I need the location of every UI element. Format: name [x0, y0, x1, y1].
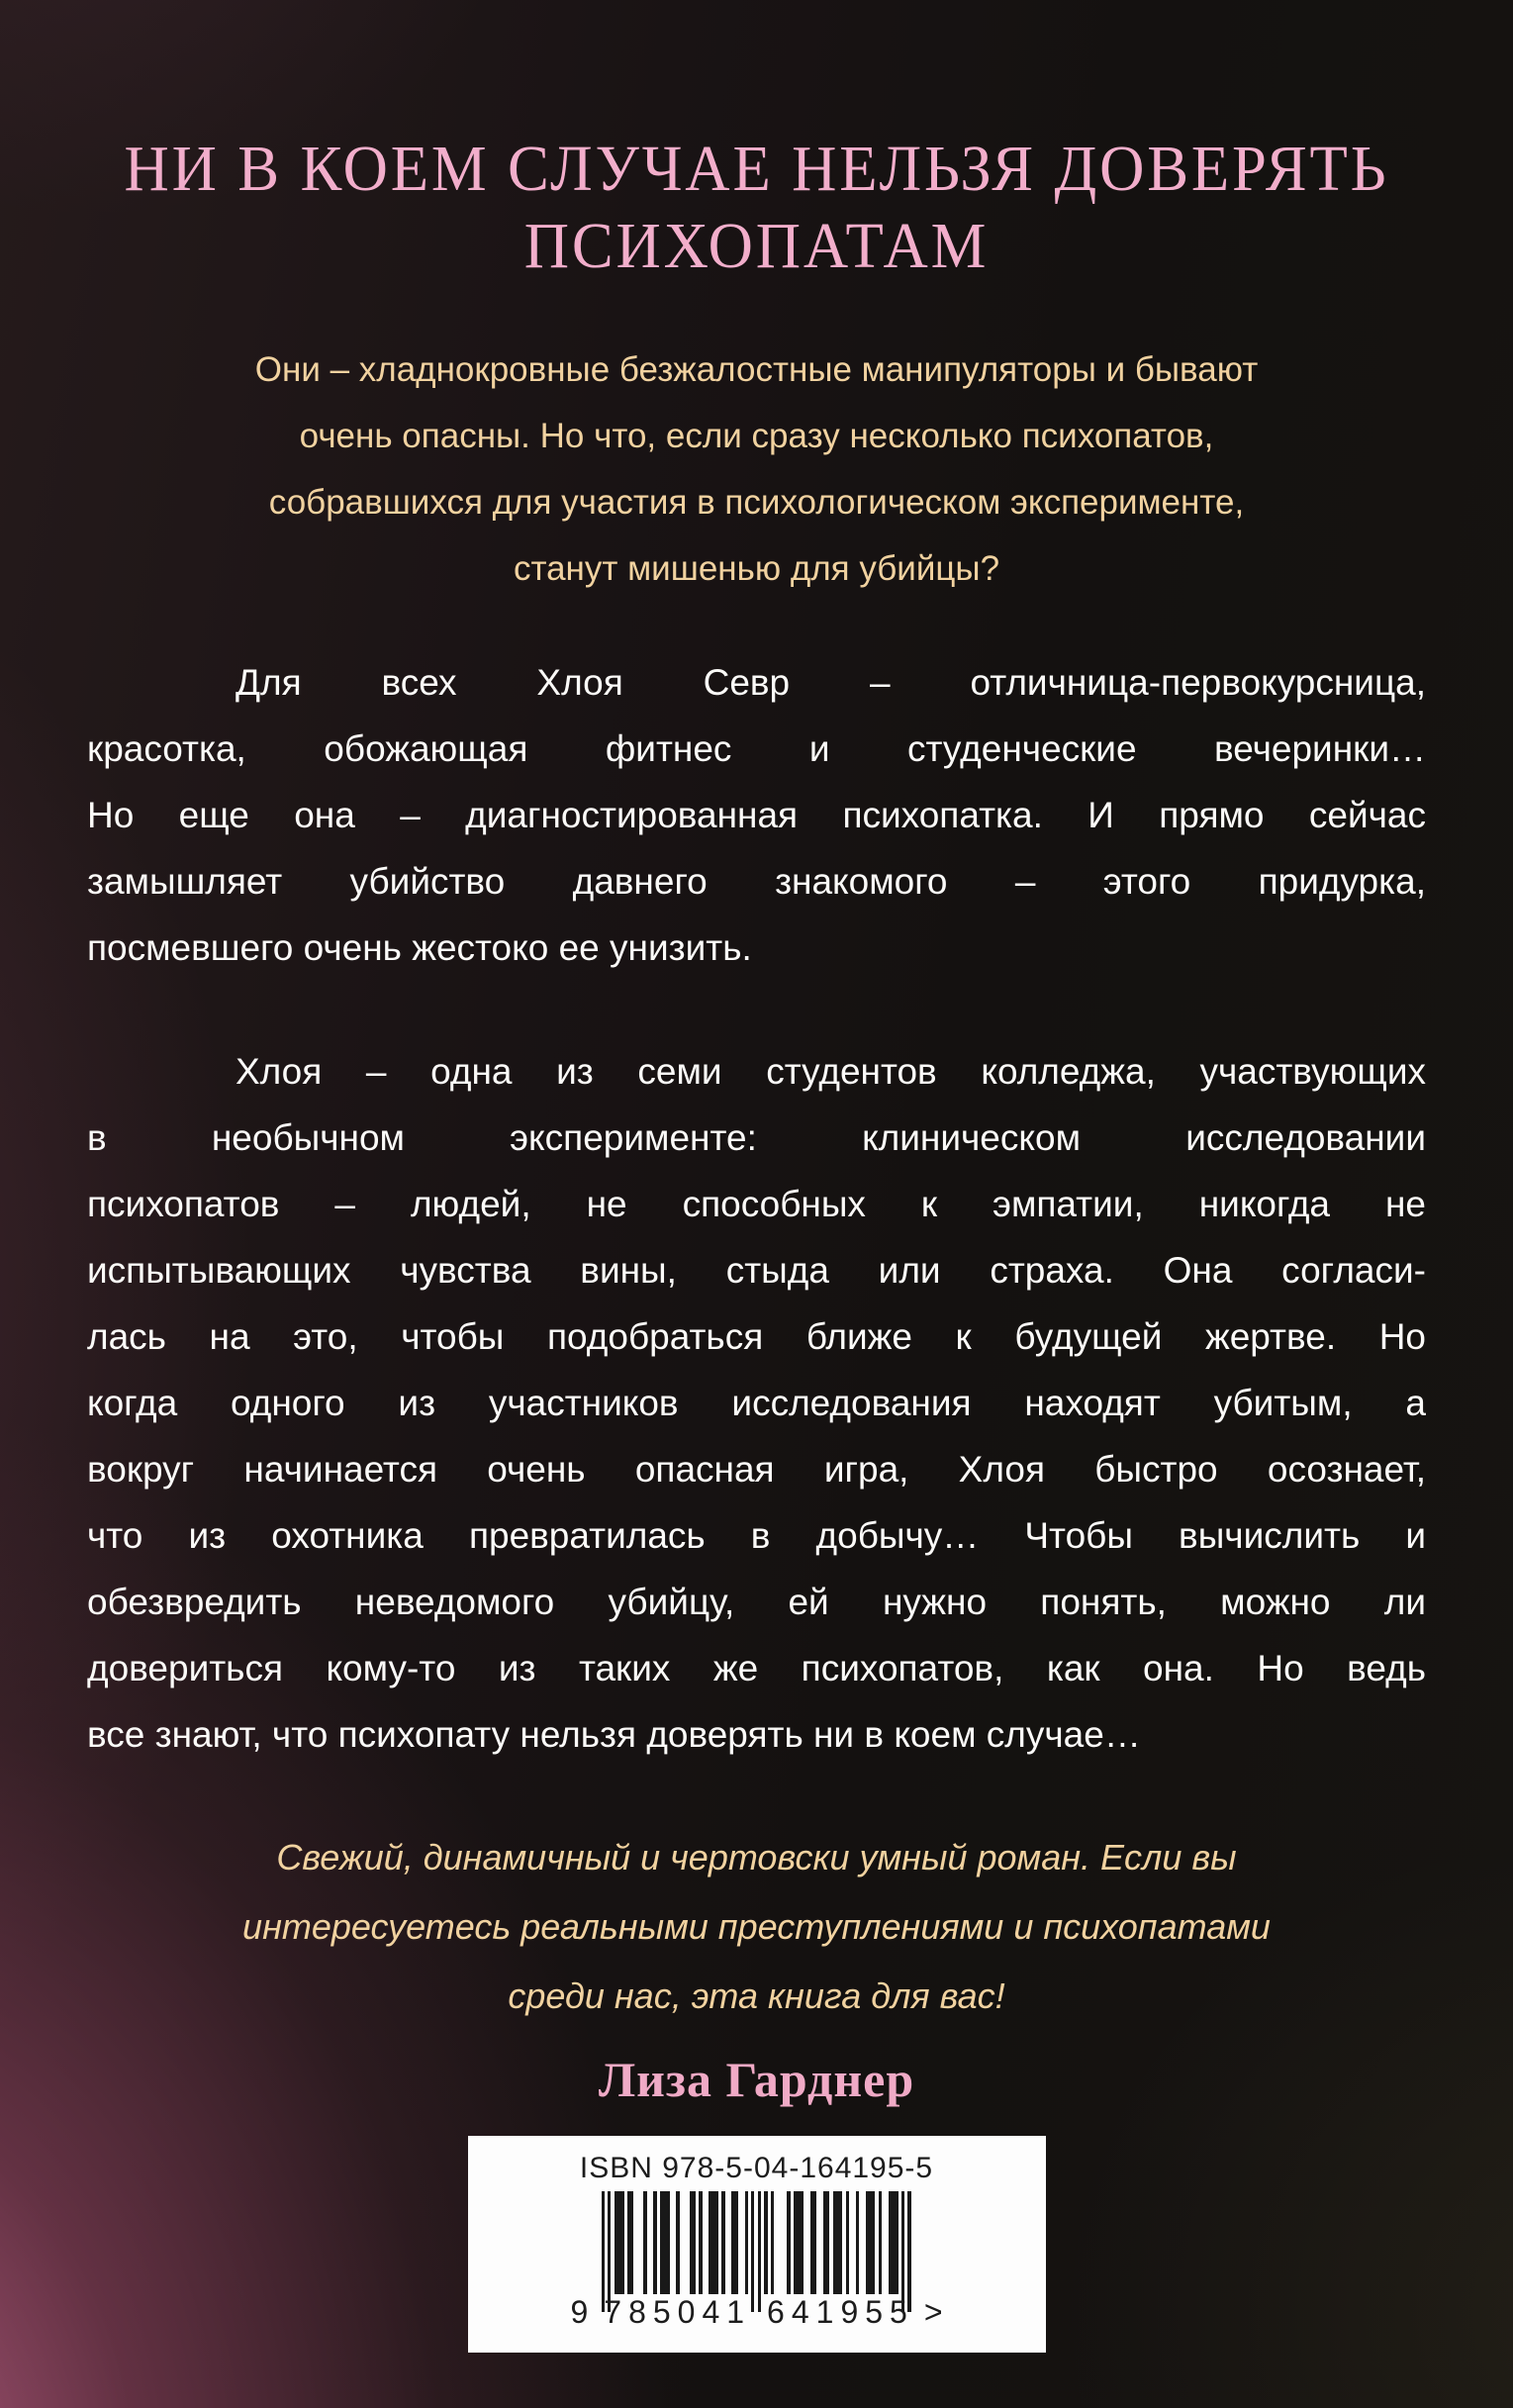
- barcode-left-group: 785041: [604, 2294, 752, 2330]
- text-line: ПСИХОПАТАМ: [523, 210, 990, 282]
- text-line: собравшихся для участия в психологическом эксперименте,: [268, 483, 1245, 522]
- text-line: вокруг начинается очень опасная игра, Хлоя быстро осознает,: [87, 1449, 1426, 1490]
- text-line: Но еще она – диагностированная психопатка. И прямо сейчас: [87, 795, 1426, 835]
- text-line: что из охотника превратилась в добычу… Чтобы вычислить и: [87, 1515, 1426, 1556]
- text-line: среди нас, эта книга для вас!: [508, 1975, 1005, 2016]
- isbn-label: ISBN 978-5-04-164195-5: [579, 2152, 934, 2184]
- text-line: очень опасны. Но что, если сразу несколько психопатов,: [299, 417, 1214, 455]
- text-line: в необычном эксперименте: клиническом исследовании: [87, 1117, 1426, 1158]
- text-line: испытывающих чувства вины, стыда или страха. Она согласи-: [87, 1250, 1426, 1291]
- text-line: Они – хладнокровные безжалостные манипуляторы и бывают: [254, 350, 1259, 389]
- text-line: интересуетесь реальными преступлениями и психопатами: [242, 1906, 1271, 1947]
- review-author: Лиза Гарднер: [598, 2052, 915, 2107]
- text-line: психопатов – людей, не способных к эмпатии, никогда не: [87, 1184, 1426, 1224]
- text-line: когда одного из участников исследования находят убитым, а: [87, 1383, 1426, 1423]
- text-line: НИ В КОЕМ СЛУЧАЕ НЕЛЬЗЯ ДОВЕРЯТЬ: [124, 133, 1389, 205]
- text-line: лась на это, чтобы подобраться ближе к будущей жертве. Но: [87, 1316, 1426, 1357]
- text-line: Хлоя – одна из семи студентов колледжа, участвующих: [236, 1051, 1426, 1092]
- synopsis-paragraph-1: [87, 649, 1426, 981]
- text-line: Свежий, динамичный и чертовски умный роман. Если вы: [276, 1837, 1237, 1878]
- review-quote: [87, 1823, 1426, 2031]
- text-line: довериться кому-то из таких же психопатов, как она. Но ведь: [87, 1648, 1426, 1688]
- text-line: посмевшего очень жестоко ее унизить.: [87, 927, 752, 968]
- text-line: красотка, обожающая фитнес и студенческие вечеринки…: [87, 728, 1426, 769]
- barcode-quiet-zone-arrow: >: [923, 2294, 943, 2330]
- tagline-title: [83, 131, 1430, 285]
- barcode-digits: [468, 2294, 1046, 2330]
- synopsis-paragraph-2: [87, 1038, 1426, 1768]
- text-line: замышляет убийство давнего знакомого – этого придурка,: [87, 861, 1426, 902]
- text-line: станут мишенью для убийцы?: [513, 549, 1000, 588]
- text-line: Для всех Хлоя Севр – отличница-первокурсница,: [236, 662, 1426, 703]
- text-line: обезвредить неведомого убийцу, ей нужно понять, можно ли: [87, 1582, 1426, 1622]
- barcode-right-group: 641955: [767, 2294, 914, 2330]
- intro-paragraph: [87, 337, 1426, 602]
- text-line: все знают, что психопату нельзя доверять ни в коем случае…: [87, 1714, 1141, 1755]
- barcode-panel: [468, 2136, 1046, 2353]
- barcode-first-digit: 9: [570, 2294, 589, 2330]
